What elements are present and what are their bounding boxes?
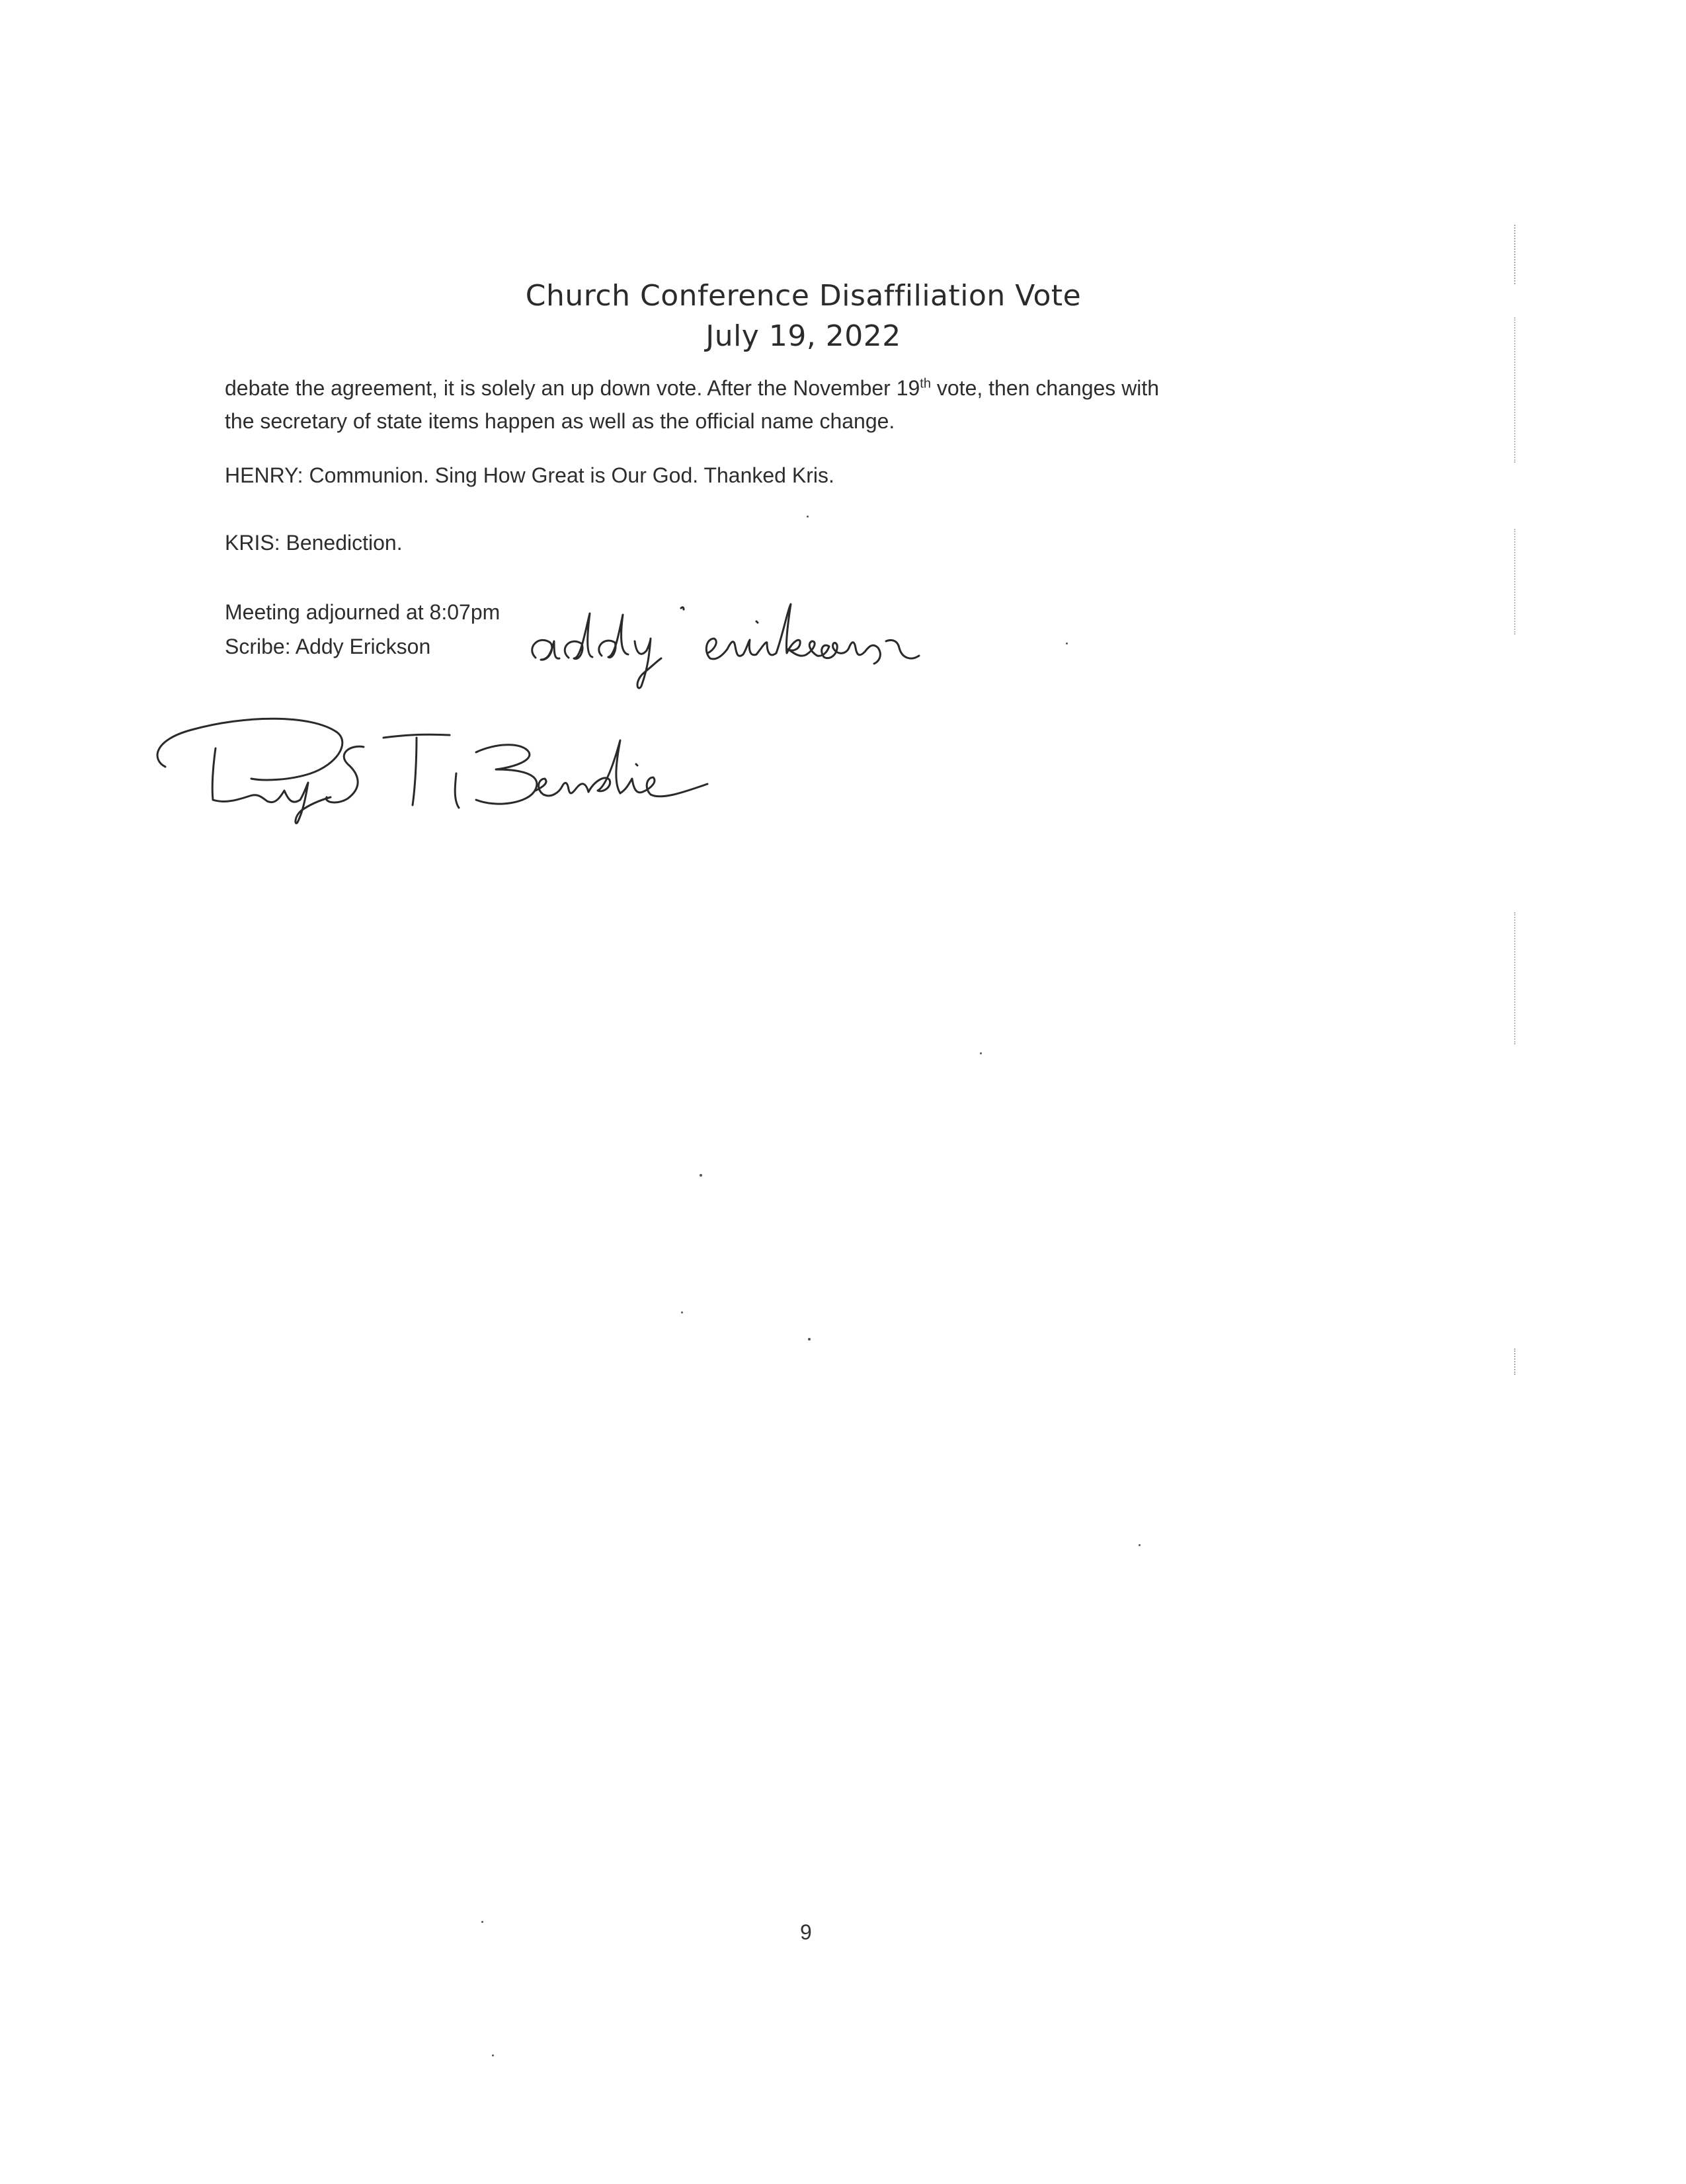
scan-speck — [807, 516, 809, 518]
paragraph-kris: KRIS: Benediction. — [225, 531, 403, 555]
scan-speck — [700, 1174, 702, 1177]
scan-margin-artifact — [1514, 529, 1518, 635]
pastor-signature — [139, 701, 787, 826]
scan-speck — [481, 1921, 483, 1923]
scan-margin-artifact — [1514, 317, 1518, 463]
scan-margin-artifact — [1514, 912, 1518, 1044]
scan-speck — [808, 1338, 811, 1341]
scan-speck — [1139, 1544, 1141, 1546]
paragraph-vote-procedure — [225, 371, 1349, 438]
page-number: 9 — [800, 1920, 812, 1944]
ordinal-suffix: th — [920, 376, 931, 391]
scan-speck — [681, 1311, 683, 1313]
scribe-signature — [516, 595, 979, 694]
paragraph-line — [225, 371, 1349, 405]
document-date: July 19, 2022 — [705, 319, 901, 353]
text-run: vote, then changes with — [930, 376, 1160, 400]
scan-speck — [980, 1052, 982, 1054]
scan-speck — [1066, 643, 1068, 644]
document-header — [0, 276, 1607, 357]
paragraph-line: the secretary of state items happen as well as the official name change. — [225, 409, 895, 433]
text-run: debate the agreement, it is solely an up down vote. After the November 19 — [225, 376, 920, 400]
document-title: Church Conference Disaffiliation Vote — [525, 279, 1082, 313]
scan-speck — [492, 2054, 494, 2056]
paragraph-henry: HENRY: Communion. Sing How Great is Our God. Thanked Kris. — [225, 463, 834, 487]
adjournment-time: Meeting adjourned at 8:07pm — [225, 600, 501, 624]
scan-margin-artifact — [1514, 1348, 1518, 1375]
scribe-line: Scribe: Addy Erickson — [225, 635, 431, 658]
scan-margin-artifact — [1514, 225, 1518, 284]
